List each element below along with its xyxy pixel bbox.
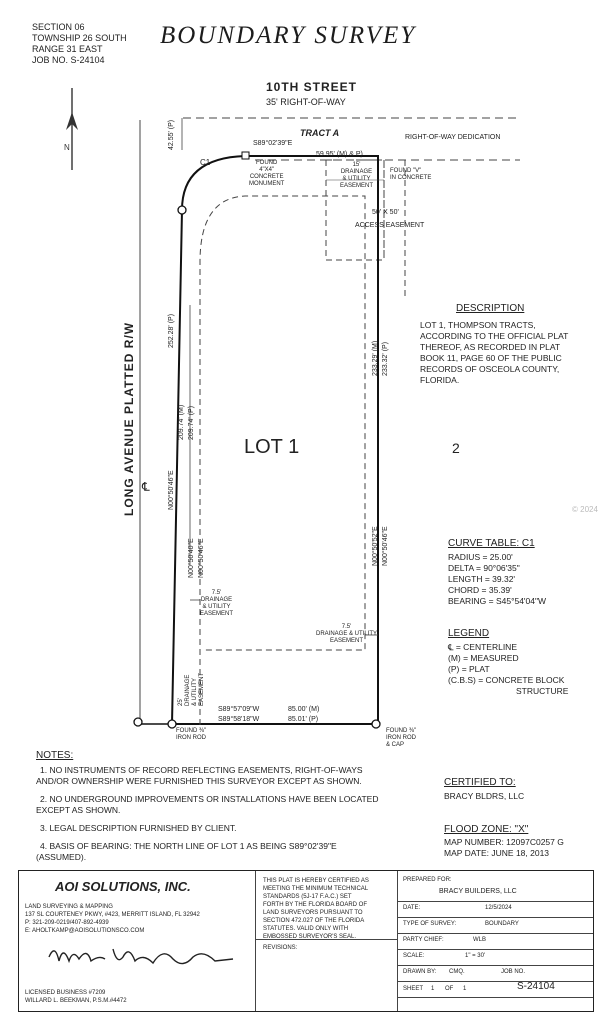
found-concrete-monument: FOUND 4"X4" CONCRETE MONUMENT [249, 160, 285, 187]
west-distance-p: 209.74' (P) [188, 405, 195, 440]
header-line: RANGE 31 EAST [32, 44, 103, 54]
west-distance-plat: 252.28' (P) [168, 313, 175, 348]
certified-name: BRACY BLDRS, LLC [444, 791, 525, 801]
concrete-monument-icon [242, 152, 249, 159]
legend-body: ℄ = CENTERLINE (M) = MEASURED (P) = PLAT (C.B.S) = CONCRETE BLOCK STRUCTURE [448, 642, 569, 696]
company-name: AOI SOLUTIONS, INC. [55, 879, 191, 894]
access-easement-size: 50' X 50' [372, 209, 399, 216]
easement-15: 15' DRAINAGE & UTILITY EASEMENT [340, 162, 374, 189]
easement-7-5-south: 7.5' DRAINAGE & UTILITY EASEMENT [316, 624, 378, 644]
header-line: TOWNSHIP 26 SOUTH [32, 33, 127, 43]
found-iron-rod-west: FOUND ⅜" IRON ROD [176, 728, 207, 741]
page-title: BOUNDARY SURVEY [160, 22, 417, 49]
easement-25: 25' DRAINAGE & UTILITY EASEMENT [178, 672, 205, 706]
lot-label: LOT 1 [244, 436, 300, 458]
east-bearing-m: N00°50'52"E [372, 526, 379, 566]
tract-label: TRACT A [300, 128, 340, 138]
date-label: DATE: [403, 905, 421, 911]
scale-label: SCALE: [403, 953, 425, 959]
flood-map-number: MAP NUMBER: 12097C0257 G [444, 837, 564, 847]
svg-text:N: N [64, 143, 70, 152]
west-bearing: N00°50'46"E [168, 470, 175, 510]
sheet-value: 1 [431, 986, 435, 992]
drawn-by-value: CMQ. [449, 969, 465, 975]
iron-rod-marker-icon [168, 720, 176, 728]
description-heading: DESCRIPTION [456, 303, 525, 314]
west-bearing-p: N00°50'46"E [198, 538, 205, 578]
notes-heading: NOTES: [36, 750, 74, 761]
east-bearing-p: N00°50'46"E [382, 526, 389, 566]
header-line: SECTION 06 [32, 22, 85, 32]
flood-map-date: MAP DATE: JUNE 18, 2013 [444, 848, 550, 858]
job-no-label: JOB NO. [501, 969, 526, 975]
south-distance-p: 85.01' (P) [288, 716, 319, 723]
row-dedication-label: RIGHT-OF-WAY DEDICATION [405, 134, 501, 141]
notes-body: 1. NO INSTRUMENTS OF RECORD REFLECTING EASEMENTS, RIGHT-OF-WAYS AND/OR OWNERSHIP WERE FURNISHED THIS SURVEYOR EXCEPT AS SHOWN. 2. NO UNDERGROUND IMPROVEMENTS OR INSTALLATIONS HAVE BEEN LOCATED EXCEPT AS SHOWN. 3. LEGAL DESCRIPTION FURNISHED BY CLIENT. 4. BASIS OF BEARING: THE NORTH LINE OF LOT 1 AS BEING S89°02'39"E (ASSUMED). [36, 765, 379, 862]
certification-statement: THIS PLAT IS HEREBY CERTIFIED AS MEETING THE MINIMUM TECHNICAL STANDARDS (5J-17 F.A.C.) SET FORTH BY THE FLORIDA BOARD OF LAND SURVEYORS PURSUANT TO SECTION 472.027 OF THE FLORIDA STATUTES. VALID ONLY WITH EMBOSSED SURVEYOR'S SEAL. [263, 878, 369, 940]
description-body: LOT 1, THOMPSON TRACTS, ACCORDING TO THE OFFICIAL PLAT THEREOF, AS RECORDED IN PLAT BOOK 11, PAGE 60 OF THE PUBLIC RECORDS OF OSCEOLA COUNTY, FLORIDA. [420, 320, 569, 385]
lot2-label: 2 [452, 440, 460, 456]
access-easement-label: ACCESS EASEMENT [355, 222, 425, 229]
title-block [18, 870, 594, 1012]
north-bearing: S89°02'39"E [253, 140, 293, 147]
side-street-name: LONG AVENUE PLATTED R/W [122, 321, 136, 516]
prepared-for-label: PREPARED FOR: [403, 877, 452, 883]
found-v-concrete: FOUND "V" IN CONCRETE [390, 168, 432, 181]
date-value: 12/5/2024 [485, 905, 512, 911]
curve-label: C1 [200, 158, 211, 167]
sheet-total: 1 [463, 986, 467, 992]
iron-rod-marker-icon [372, 720, 380, 728]
curve-table-body: RADIUS = 25.00' DELTA = 90°06'35" LENGTH = 39.32' CHORD = 35.39' BEARING = S45°54'04"W [448, 552, 547, 606]
license-info: LICENSED BUSINESS #7209 WILLARD L. BEEKMAN, P.S.M.#4472 [25, 990, 127, 1004]
sheet-label: SHEET [403, 986, 424, 992]
street-row: 35' RIGHT-OF-WAY [266, 97, 346, 107]
street-name: 10TH STREET [266, 80, 358, 94]
east-distance-m: 233.29' (M) [372, 340, 379, 376]
west-offset: 42.55' (P) [168, 119, 175, 150]
surveyor-signature [43, 939, 243, 979]
south-bearing-p: S89°58'18"W [218, 716, 260, 723]
curve-table-heading: CURVE TABLE: C1 [448, 538, 535, 549]
scale-value: 1" = 30' [465, 953, 486, 959]
south-bearing-m: S89°57'09"W [218, 706, 260, 713]
found-iron-rod-east: FOUND ⅜" IRON ROD & CAP [386, 728, 417, 748]
drawn-by-label: DRAWN BY: [403, 969, 437, 975]
iron-rod-marker-icon [178, 206, 186, 214]
east-distance-p: 233.32' (P) [382, 341, 389, 376]
easement-7-5-west: 7.5' DRAINAGE & UTILITY EASEMENT [200, 590, 234, 617]
flood-heading: FLOOD ZONE: "X" [444, 824, 529, 835]
certified-heading: CERTIFIED TO: [444, 777, 516, 788]
company-details: LAND SURVEYING & MAPPING 137 SL COURTENEY PKWY, #423, MERRITT ISLAND, FL 32942 P: 321-209-0219/407-892-4939 E: AHOLTKAMP@AOISOLUTIONSCO.COM [25, 904, 200, 934]
north-arrow-icon [64, 88, 78, 170]
type-label: TYPE OF SURVEY: [403, 921, 457, 927]
type-value: BOUNDARY [485, 921, 519, 927]
north-distance: 59.95' (M) & P) [316, 151, 363, 158]
job-no-value: S-24104 [517, 981, 555, 992]
party-chief-label: PARTY CHIEF: [403, 937, 444, 943]
watermark: © 2024 [572, 505, 598, 514]
of-label: OF [445, 986, 454, 992]
party-chief-value: WLB [473, 937, 487, 943]
west-bearing-m: N00°50'40"E [188, 538, 195, 578]
iron-rod-marker-icon [134, 718, 142, 726]
south-distance-m: 85.00' (M) [288, 706, 320, 713]
centerline-symbol: ℄ [142, 480, 150, 494]
legend-heading: LEGEND [448, 628, 490, 639]
header-line: JOB NO. S-24104 [32, 55, 105, 65]
west-distance-m: 209.74' (M) [178, 404, 185, 440]
prepared-for-value: BRACY BUILDERS, LLC [439, 888, 517, 895]
revisions-label: REVISIONS: [263, 945, 298, 951]
